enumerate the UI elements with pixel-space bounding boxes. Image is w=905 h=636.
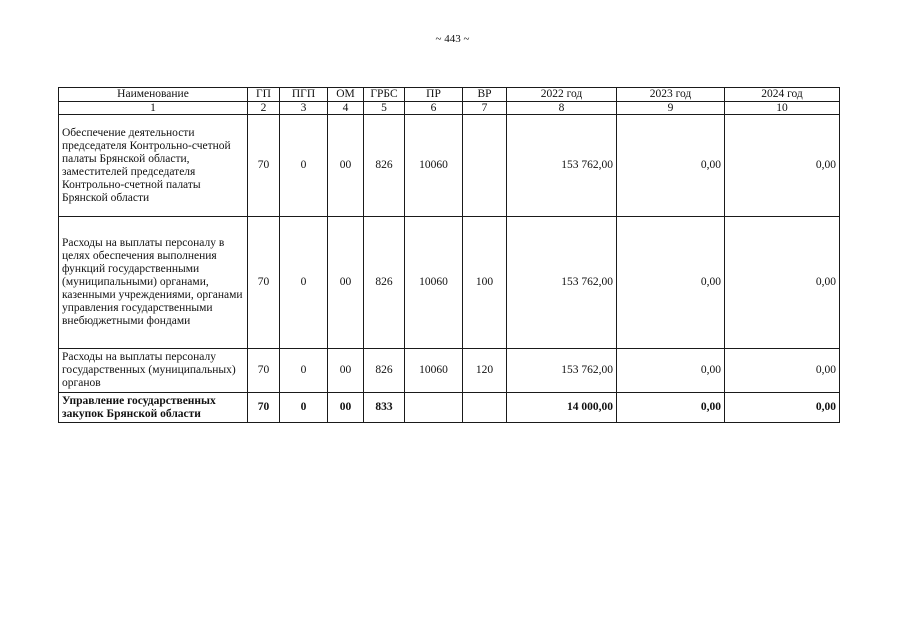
header-2022: 2022 год — [507, 88, 617, 102]
header-2023: 2023 год — [617, 88, 725, 102]
header-grbs: ГРБС — [364, 88, 405, 102]
page-number: ~ 443 ~ — [435, 33, 470, 45]
header-row — [59, 88, 840, 102]
cell-2024: 0,00 — [725, 349, 840, 393]
cell-vr: 100 — [463, 217, 507, 349]
cell-grbs: 826 — [364, 349, 405, 393]
table-row — [59, 115, 840, 217]
cell-pr: 10060 — [405, 349, 463, 393]
header-pgp: ПГП — [280, 88, 328, 102]
cell-2023: 0,00 — [617, 217, 725, 349]
table-row-bold — [59, 393, 840, 423]
cell-2024: 0,00 — [725, 393, 840, 423]
column-number: 1 — [59, 102, 248, 115]
header-gp: ГП — [248, 88, 280, 102]
table-row — [59, 349, 840, 393]
cell-pgp: 0 — [280, 115, 328, 217]
cell-om: 00 — [328, 115, 364, 217]
column-number: 4 — [328, 102, 364, 115]
column-number: 8 — [507, 102, 617, 115]
cell-vr — [463, 115, 507, 217]
cell-2022: 14 000,00 — [507, 393, 617, 423]
header-name: Наименование — [59, 88, 248, 102]
cell-om: 00 — [328, 393, 364, 423]
cell-2024: 0,00 — [725, 217, 840, 349]
budget-table — [58, 87, 840, 423]
row-name: Обеспечение деятельности председателя Контрольно-счетной палаты Брянской области, заместителей председателя Контрольно-счетной палаты Брянской области — [59, 115, 248, 217]
cell-pgp: 0 — [280, 349, 328, 393]
cell-2023: 0,00 — [617, 393, 725, 423]
cell-gp: 70 — [248, 393, 280, 423]
row-name: Расходы на выплаты персоналу в целях обеспечения выполнения функций государственными (муниципальными) органами, казенными учреждениями, органами управления государственными внебюджетными фондами — [59, 217, 248, 349]
column-number: 6 — [405, 102, 463, 115]
cell-gp: 70 — [248, 217, 280, 349]
column-number: 7 — [463, 102, 507, 115]
table-row — [59, 217, 840, 349]
cell-2022: 153 762,00 — [507, 349, 617, 393]
header-pr: ПР — [405, 88, 463, 102]
column-number: 10 — [725, 102, 840, 115]
cell-gp: 70 — [248, 349, 280, 393]
column-number-row — [59, 102, 840, 115]
cell-om: 00 — [328, 349, 364, 393]
column-number: 5 — [364, 102, 405, 115]
cell-gp: 70 — [248, 115, 280, 217]
header-om: ОМ — [328, 88, 364, 102]
cell-grbs: 833 — [364, 393, 405, 423]
row-name: Расходы на выплаты персоналу государственных (муниципальных) органов — [59, 349, 248, 393]
cell-grbs: 826 — [364, 217, 405, 349]
column-number: 9 — [617, 102, 725, 115]
cell-vr — [463, 393, 507, 423]
cell-2022: 153 762,00 — [507, 115, 617, 217]
cell-vr: 120 — [463, 349, 507, 393]
header-vr: ВР — [463, 88, 507, 102]
column-number: 2 — [248, 102, 280, 115]
cell-2024: 0,00 — [725, 115, 840, 217]
column-number: 3 — [280, 102, 328, 115]
cell-pr: 10060 — [405, 115, 463, 217]
row-name: Управление государственных закупок Брянской области — [59, 393, 248, 423]
header-2024: 2024 год — [725, 88, 840, 102]
cell-pr — [405, 393, 463, 423]
cell-2023: 0,00 — [617, 349, 725, 393]
cell-pr: 10060 — [405, 217, 463, 349]
cell-grbs: 826 — [364, 115, 405, 217]
cell-2022: 153 762,00 — [507, 217, 617, 349]
cell-pgp: 0 — [280, 393, 328, 423]
cell-2023: 0,00 — [617, 115, 725, 217]
cell-om: 00 — [328, 217, 364, 349]
cell-pgp: 0 — [280, 217, 328, 349]
